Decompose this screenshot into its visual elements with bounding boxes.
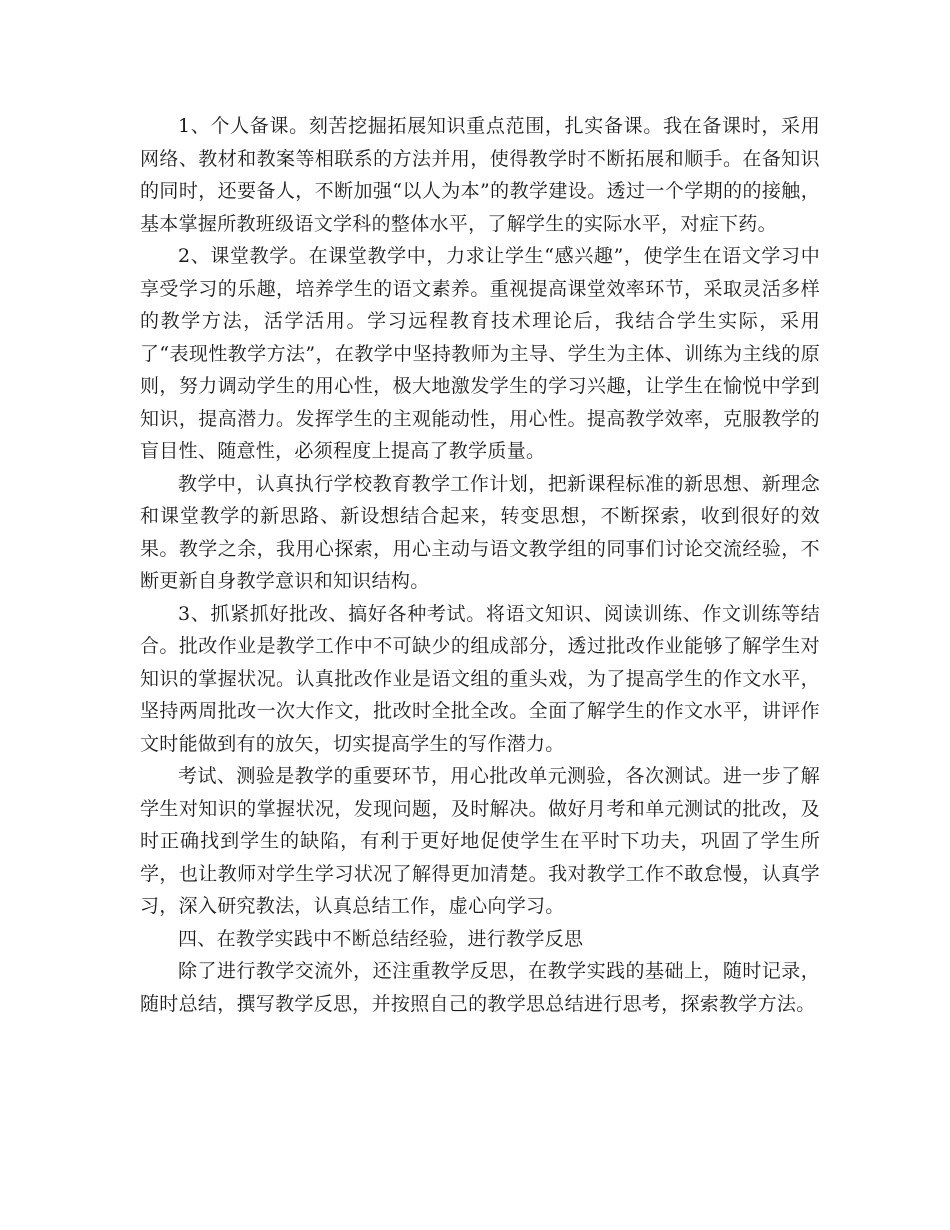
paragraph-teaching-reflection: 除了进行教学交流外，还注重教学反思，在教学实践的基础上，随时记录，随时总结，撰写教学反思，并按照自己的教学思总结进行思考，探索教学方法。 — [140, 960, 820, 1015]
paragraph-personal-lesson-prep: 1、个人备课。刻苦挖掘拓展知识重点范围，扎实备课。我在备课时，采用网络、教材和教案等相联系的方法并用，使得教学时不断拓展和顺手。在备知识的同时，还要备人，不断加强“以人为本”的教学建设。透过一个学期的的接触，基本掌握所教班级语文学科的整体水平，了解学生的实际水平，对症下药。 — [140, 115, 820, 235]
paragraph-teaching-plan: 教学中，认真执行学校教育教学工作计划，把新课程标准的新思想、新理念和课堂教学的新思路、新设想结合起来，转变思想，不断探索，收到很好的效果。教学之余，我用心探索，用心主动与语文教学组的同事们讨论交流经验，不断更新自身教学意识和知识结构。 — [140, 472, 820, 592]
paragraph-tests-quizzes: 考试、测验是教学的重要环节，用心批改单元测验，各次测试。进一步了解学生对知识的掌握状况，发现问题，及时解决。做好月考和单元测试的批改，及时正确找到学生的缺陷，有利于更好地促使学生在平时下功夫，巩固了学生所学，也让教师对学生学习状况了解得更加清楚。我对教学工作不敢怠慢，认真学习，深入研究教法，认真总结工作，虚心向学习。 — [140, 765, 820, 917]
paragraph-grading-exams: 3、抓紧抓好批改、搞好各种考试。将语文知识、阅读训练、作文训练等结合。批改作业是教学工作中不可缺少的组成部分，透过批改作业能够了解学生对知识的掌握状况。认真批改作业是语文组的重头戏，为了提高学生的作文水平，坚持两周批改一次大作文，批改时全批全改。全面了解学生的作文水平，讲评作文时能做到有的放矢，切实提高学生的写作潜力。 — [140, 602, 820, 755]
section-heading-reflection: 四、在教学实践中不断总结经验，进行教学反思 — [178, 927, 584, 950]
paragraph-classroom-teaching: 2、课堂教学。在课堂教学中，力求让学生“感兴趣”，使学生在语文学习中享受学习的乐趣，培养学生的语文素养。重视提高课堂效率环节，采取灵活多样的教学方法，活学活用。学习远程教育技术理论后，我结合学生实际，采用了“表现性教学方法”，在教学中坚持教师为主导、学生为主体、训练为主线的原则，努力调动学生的用心性，极大地激发学生的学习兴趣，让学生在愉悦中学到知识，提高潜力。发挥学生的主观能动性，用心性。提高教学效率，克服教学的盲目性、随意性，必须程度上提高了教学质量。 — [140, 245, 820, 462]
